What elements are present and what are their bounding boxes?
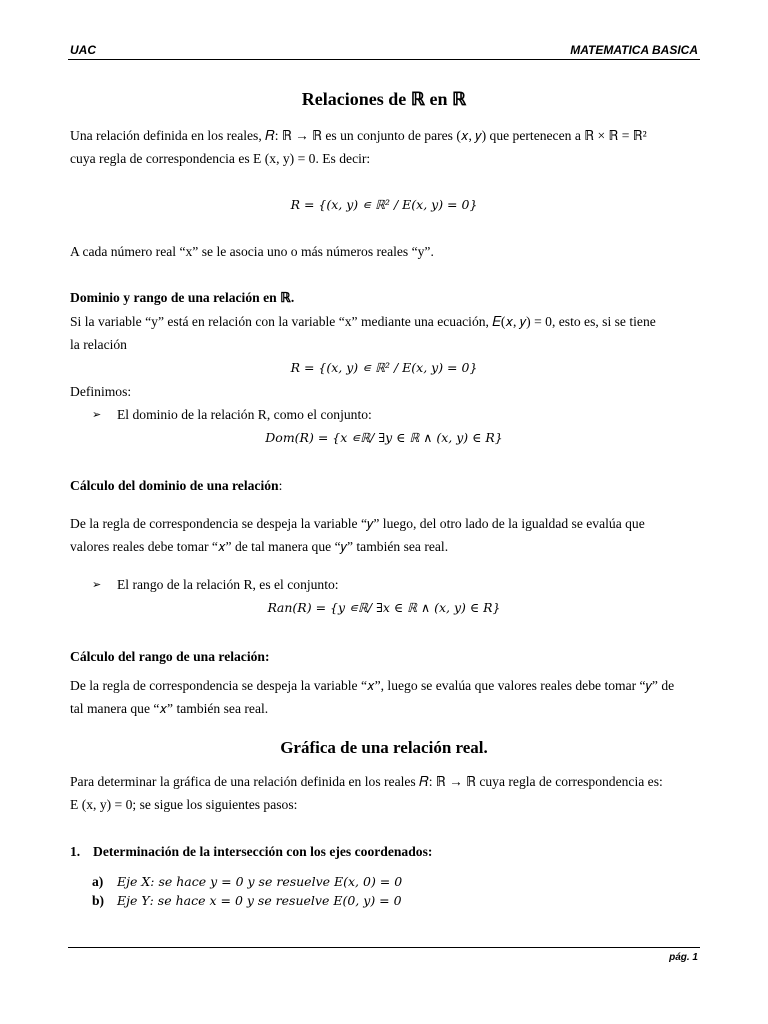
- calc-dominio-line-1: De la regla de correspondencia se despeja la variable “𝑦” luego, del otro lado de la igualdad se evalúa que: [70, 516, 645, 531]
- intro-paragraph: [70, 124, 698, 170]
- calc-rango-line-2: tal manera que “𝑥” también sea real.: [70, 701, 269, 716]
- calc-rango-paragraph: [70, 674, 698, 720]
- rango-formula: 𝑅𝑎𝑛(𝑅) = {𝑦 ∊ℝ/ ∃𝑥 ∈ ℝ ∧ (𝑥, 𝑦) ∈ 𝑅}: [267, 600, 501, 615]
- dominio-rango-heading: Dominio y rango de una relación en ℝ.: [70, 290, 295, 305]
- rango-item: El rango de la relación R, es el conjunto:: [117, 577, 339, 592]
- item-a-label: a): [92, 874, 104, 889]
- item-a-text: 𝐸𝑗𝑒 𝑋: 𝑠𝑒 ℎ𝑎𝑐𝑒 𝑦 = 0 𝑦 𝑠𝑒 𝑟𝑒𝑠𝑢𝑒𝑙𝑣𝑒 𝐸(𝑥, 0) = 0: [117, 874, 403, 889]
- relation-formula-2: 𝑅 = {(𝑥, 𝑦) ∊ ℝ² / 𝐸(𝑥, 𝑦) = 0}: [290, 360, 478, 375]
- header-left: UAC: [70, 43, 96, 57]
- header-right: MATEMATICA BASICA: [570, 43, 698, 57]
- intro-line-2: cuya regla de correspondencia es E (x, y) = 0. Es decir:: [70, 151, 371, 166]
- dominio-rango-line-1: Si la variable “y” está en relación con la variable “x” mediante una ecuación, 𝐸(𝑥, 𝑦) = 0, esto es, si se tiene: [70, 314, 656, 329]
- step-number: 1.: [70, 844, 81, 859]
- step-text: Determinación de la intersección con los ejes coordenados:: [93, 844, 433, 859]
- calc-dominio-heading: Cálculo del dominio de una relación: [70, 478, 279, 493]
- calc-dominio-paragraph: [70, 512, 698, 558]
- relation-formula: 𝑅 = {(𝑥, 𝑦) ∊ ℝ² / 𝐸(𝑥, 𝑦) = 0}: [290, 197, 478, 212]
- definimos-text: Definimos:: [70, 384, 132, 399]
- dominio-item: El dominio de la relación R, como el conjunto:: [117, 407, 372, 422]
- calc-rango-line-1: De la regla de correspondencia se despeja la variable “𝑥”, luego se evalúa que valores reales debe tomar “𝑦” de: [70, 678, 675, 693]
- calc-dominio-colon: :: [278, 478, 283, 493]
- bullet-arrow-icon: ➢: [92, 579, 102, 591]
- dominio-rango-paragraph: [70, 310, 698, 356]
- calc-rango-heading: Cálculo del rango de una relación:: [70, 649, 270, 664]
- footer-divider: [68, 947, 700, 948]
- intro-line-1: Una relación definida en los reales, 𝑅: ℝ → ℝ es un conjunto de pares (𝑥, 𝑦) que pertenecen a ℝ × ℝ = ℝ²: [70, 128, 647, 143]
- item-b-label: b): [92, 893, 105, 908]
- page-number: pág. 1: [669, 952, 698, 963]
- dominio-formula: 𝐷𝑜𝑚(𝑅) = {𝑥 ∊ℝ/ ∃𝑦 ∈ ℝ ∧ (𝑥, 𝑦) ∈ 𝑅}: [265, 430, 503, 445]
- grafica-paragraph: [70, 770, 698, 816]
- header-divider: [68, 59, 700, 60]
- item-b-text: 𝐸𝑗𝑒 𝑌: 𝑠𝑒 ℎ𝑎𝑐𝑒 𝑥 = 0 𝑦 𝑠𝑒 𝑟𝑒𝑠𝑢𝑒𝑙𝑣𝑒 𝐸(0, 𝑦) = 0: [117, 893, 402, 908]
- grafica-line-1: Para determinar la gráfica de una relación definida en los reales 𝑅: ℝ → ℝ cuya regla de correspondencia es:: [70, 774, 663, 789]
- asocia-text: A cada número real “x” se le asocia uno o más números reales “y”.: [70, 244, 434, 259]
- grafica-line-2: E (x, y) = 0; se sigue los siguientes pasos:: [70, 797, 298, 812]
- grafica-title: Gráfica de una relación real.: [280, 738, 488, 757]
- calc-dominio-heading-row: [70, 474, 698, 497]
- dominio-rango-line-2: la relación: [70, 337, 127, 352]
- calc-dominio-line-2: valores reales debe tomar “𝑥” de tal manera que “𝑦” también sea real.: [70, 539, 449, 554]
- bullet-arrow-icon: ➢: [92, 409, 102, 421]
- page-title: Relaciones de ℝ en ℝ: [301, 89, 467, 109]
